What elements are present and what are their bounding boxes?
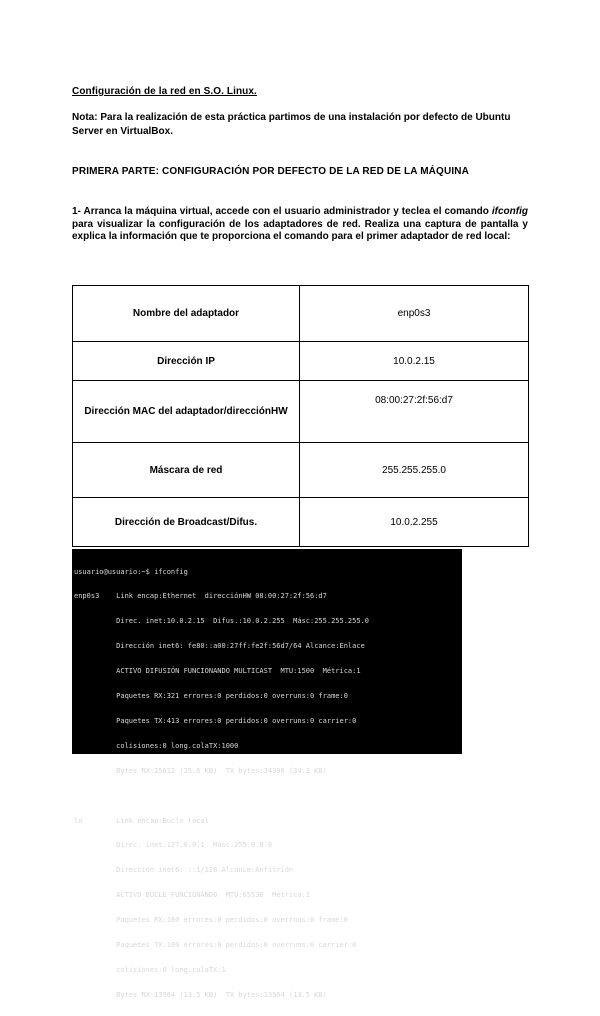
table-row [73,443,529,498]
terminal-screenshot [72,549,462,999]
terminal-line: usuario@usuario:~$ ifconfig [74,567,188,576]
terminal-line: colisiones:0 long.colaTX:1 [74,965,226,974]
table-row [73,498,529,547]
row-value: 10.0.2.15 [300,342,529,381]
question-command: ifconfig [491,206,528,217]
section-heading: PRIMERA PARTE: CONFIGURACIÓN POR DEFECTO DE LA RED DE LA MÁQUINA [72,166,470,177]
table-row [73,286,529,342]
terminal-blank-line [74,792,462,800]
question-text-before: 1- Arranca la máquina virtual, accede con el usuario administrador y teclea el comando [72,206,492,217]
table-row [73,381,529,443]
row-label: Dirección IP [73,342,300,381]
question-paragraph [72,206,528,244]
note-paragraph: Nota: Para la realización de esta práctica partimos de una instalación por defecto de Ubuntu Server en VirtualBox. [72,112,511,137]
question-text-after: para visualizar la configuración de los adaptadores de red. Realiza una captura de pantalla y explica la información que te proporciona el comando para el primer adaptador de red local: [72,218,528,242]
row-value: enp0s3 [300,286,529,342]
terminal-line: Direc. inet:127.0.0.1 Másc:255.0.0.0 [74,841,273,850]
terminal-line: Paquetes TX:180 errores:0 perdidos:0 overruns:0 carrier:0 [74,940,357,949]
terminal-line: Dirección inet6: fe80::a00:27ff:fe2f:56d7/64 Alcance:Enlace [74,642,365,651]
row-label: Dirección MAC del adaptador/direcciónHW [73,381,300,443]
terminal-line: ACTIVO DIFUSIÓN FUNCIONANDO MULTICAST MTU:1500 Métrica:1 [74,667,361,676]
terminal-line: enp0s3 Link encap:Ethernet direcciónHW 08:00:27:2f:56:d7 [74,592,327,601]
row-value: 10.0.2.255 [300,498,529,547]
terminal-line: Paquetes RX:180 errores:0 perdidos:0 overruns:0 frame:0 [74,916,348,925]
terminal-line: Paquetes TX:413 errores:0 perdidos:0 overruns:0 carrier:0 [74,716,357,725]
terminal-line: Direc. inet:10.0.2.15 Difus.:10.0.2.255 Másc:255.255.255.0 [74,617,370,626]
row-value: 08:00:27:2f:56:d7 [300,381,529,443]
row-label: Dirección de Broadcast/Difus. [73,498,300,547]
terminal-line: Bytes RX:25612 (25.6 KB) TX bytes:34396 (34.3 KB) [74,766,327,775]
terminal-line: Dirección inet6: ::1/128 Alcance:Anfitrión [74,866,294,875]
adapter-info-table [72,285,529,547]
terminal-line: ACTIVO BUCLE FUNCIONANDO MTU:65536 Métrica:1 [74,891,311,900]
document-title: Configuración de la red en S.O. Linux. [72,86,257,97]
terminal-line: lo Link encap:Bucle local [74,816,209,825]
terminal-line: Bytes RX:13564 (13.5 KB) TX bytes:13564 (13.5 KB) [74,990,327,999]
terminal-line: Paquetes RX:321 errores:0 perdidos:0 overruns:0 frame:0 [74,692,348,701]
row-label: Nombre del adaptador [73,286,300,342]
row-value: 255.255.255.0 [300,443,529,498]
table-row [73,342,529,381]
row-label: Máscara de red [73,443,300,498]
terminal-line: colisiones:0 long.colaTX:1000 [74,741,239,750]
